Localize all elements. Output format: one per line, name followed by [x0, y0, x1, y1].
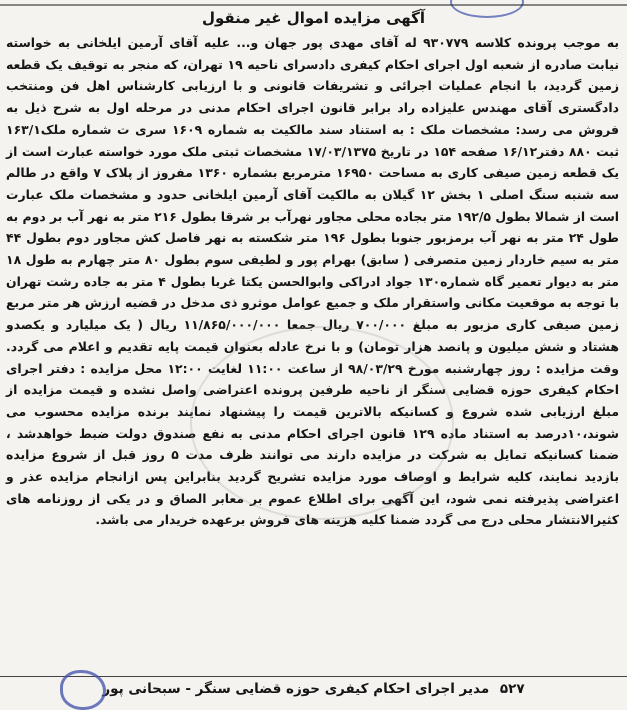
top-rule: [0, 4, 627, 6]
pen-mark-bottom: [60, 670, 106, 710]
notice-number: ۵۲۷: [499, 681, 525, 697]
notice-paragraph: به موجب پرونده کلاسه ۹۳۰۷۷۹ له آقای مهدی پور جهان و... علیه آقای آرمین ایلخانی به خواسته نیابت صادره از شعبه اول اجرای احکام کیفری دادسرای ناحیه ۱۹ تهران، که منجر به توقیف یک قطعه زمین گردید، با انجام عملیات اجرائی و تشریفات قانونی و با ارزیابی کارشناس اهل فن ومنتخب دادگستری آقای مهندس علیزاده راد برابر قانون اجرای احکام مدنی در مرحله اول به شرح ذیل به فروش می رسد: مشخصات ملک : به استناد سند مالکیت به شماره ۱۶۰۹ سری ت شماره ملک۱۶۳/۱ ثبت ۸۸۰ دفتر۱۶/۱۲ صفحه ۱۵۴ در تاریخ ۱۷/۰۳/۱۳۷۵ مشخصات ثبتی ملک مورد خواسته عبارت است از یک قطعه زمین صیفی کاری به مساحت ۱۶۹۵۰ مترمربع بشماره ۱۳۶۰ مفروز از پلاک ۷ واقع در طالم سه شنبه سنگ اصلی ۱ بخش ۱۲ گیلان به مالکیت آقای آرمین ایلخانی حدود و مشخصات ملک عبارت است از شمالا بطول ۱۹۲/۵ متر بجاده محلی مجاور نهرآب بر شرقا بطول ۲۱۶ متر به نهر آب بر دوم به طول ۲۴ متر به نهر آب برمزبور جنوبا بطول ۱۹۶ متر شکسته به نهر فاصل کش مجاور دوم بطول ۴۴ متر به سیم خاردار زمین متصرفی ( سابق) بهرام پور و لطیفی سوم بطول ۸۰ متر چهارم به طول ۱۸ متر به دیوار تعمیر گاه شماره۱۳۰ جواد ادراکی وابوالحسن یکتا غربا بطول ۴ متر به جاده رشت تهران با توجه به موقعیت مکانی واستقرار ملک و جمیع عوامل موثرو ذی مدخل در قضیه ارزش هر متر مربع زمین صیفی کاری مزبور به مبلغ ۷۰۰/۰۰۰ ریال جمعا ۱۱/۸۶۵/۰۰۰/۰۰۰ ریال ( یک میلیارد و یکصدو هشتاد و شش میلیون و پانصد هزار تومان) و با نرخ عادله بعنوان قیمت پایه تقدیم و اعلام می گردد. وقت مزایده : روز چهارشنبه مورخ ۹۸/۰۳/۲۹ از ساعت ۱۱:۰۰ لغایت ۱۲:۰۰ محل مزایده : دفتر اجرای احکام کیفری حوزه قضایی سنگر از ناحیه طرفین پرونده اعتراضی واصل نشده و قیمت مزایده از مبلغ ارزیابی شده شروع و کسانیکه بالاترین قیمت را پیشنهاد نمایند برنده مزایده محسوب می شوند،۱۰درصد به استناد ماده ۱۲۹ قانون اجرای احکام مدنی به نفع صندوق دولت ضبط خواهدشد ، ضمنا کسانیکه تمایل به شرکت در مزایده دارند می توانند ظرف مدت ۵ روز قبل از شروع مزایده بازدید نمایند، کلیه شرایط و اوصاف مورد مزایده تشریح گردید بنابراین پس ازانجام مزایده عذر و اعتراضی پذیرفته نمی شود، این آگهی برای اطلاع عموم بر معابر الصاق و در یکی از روزنامه های کثیرالانتشار محلی درج می گردد ضمنا کلیه هزینه های فروش برعهده خریدار می باشد.: [6, 35, 620, 528]
notice-title: آگهی مزایده اموال غیر منقول: [201, 9, 426, 27]
signature-line: مدیر اجرای احکام کیفری حوزه قضایی سنگر - سبحانی پور: [102, 681, 490, 697]
notice-body: [6, 32, 619, 531]
